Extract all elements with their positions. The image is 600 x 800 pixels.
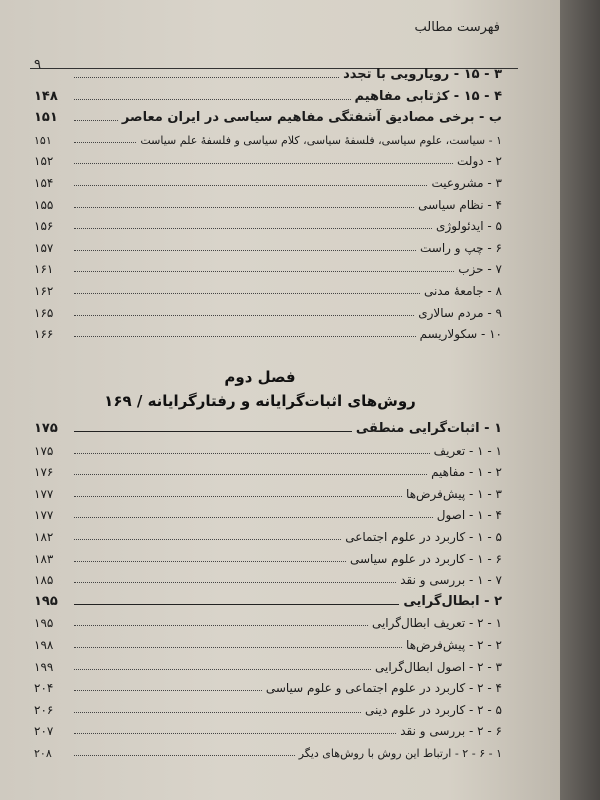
toc-entry-page: ۲۰۷ — [34, 724, 54, 739]
toc-entry-label: ۲ - ۱ - مفاهیم — [431, 465, 502, 480]
toc-entry — [34, 697, 502, 717]
toc-entry-page: ۱۷۶ — [34, 465, 54, 480]
toc-leader-dots — [74, 690, 262, 691]
toc-entry — [34, 654, 502, 674]
toc-entry-page: ۱۵۴ — [34, 176, 54, 190]
toc-entry-label: ۷ - ۱ - بررسی و نقد — [400, 573, 502, 588]
toc-entry — [34, 321, 502, 341]
toc-entry — [34, 127, 502, 147]
toc-entry — [34, 256, 502, 276]
toc-entry-page: ۱۵۱ — [34, 133, 52, 147]
toc-entry — [34, 675, 502, 695]
toc-leader-dots — [74, 250, 416, 251]
toc-entry-label: ۳ - ۲ - اصول ابطال‌گرایی — [375, 659, 502, 674]
toc-entry — [34, 62, 502, 82]
toc-entry — [34, 170, 502, 190]
toc-entry-page: ۱۹۹ — [34, 659, 54, 674]
toc-entry-page: ۲۰۶ — [34, 702, 54, 717]
toc-leader-dots — [74, 582, 396, 583]
toc-leader-dots — [74, 142, 136, 143]
toc-leader-dots — [74, 669, 371, 670]
toc-entry-label: ۴ - ۲ - کاربرد در علوم اجتماعی و علوم سیاسی — [265, 681, 502, 696]
toc-leader-dots — [74, 207, 414, 208]
chapter-title: روش‌های اثبات‌گرایانه و رفتارگرایانه / ۱۶۹ — [104, 392, 416, 410]
toc-entry-page: ۱۵۲ — [34, 154, 54, 169]
toc-entry-label: ۶ - چپ و راست — [419, 240, 502, 255]
toc-entry-page: ۱۷۷ — [34, 486, 54, 501]
toc-entry-label: ۲ - دولت — [457, 154, 502, 169]
toc-leader-dots — [74, 625, 368, 626]
toc-leader-dots — [74, 496, 402, 497]
toc-leader-dots — [74, 755, 295, 756]
toc-entry-label: ۱ - اثبات‌گرایی منطقی — [355, 421, 502, 436]
toc-entry-page: ۱۹۸ — [34, 638, 54, 652]
toc-entry-page: ۱۶۵ — [34, 305, 54, 320]
toc-entry-page: ۱۵۷ — [34, 240, 54, 255]
toc-entry-label: ۴ - نظام سیاسی — [418, 197, 502, 212]
toc-entry-page: ۱۷۵ — [34, 443, 54, 458]
toc-entry-label: ۱۰ - سکولاریسم — [419, 327, 502, 342]
toc-leader-dots — [74, 185, 427, 186]
page-number: ۹ — [34, 57, 41, 72]
toc-entry — [34, 740, 502, 760]
toc-entry — [34, 546, 502, 566]
toc-entry-label: ۷ - حزب — [458, 262, 502, 277]
toc-entry — [34, 416, 502, 436]
toc-entry — [34, 235, 502, 255]
toc-entry — [34, 192, 502, 212]
toc-entry-label: ۳ - مشروعیت — [431, 176, 502, 190]
toc-entry — [34, 718, 502, 738]
toc-entry-label: ۵ - ۲ - کاربرد در علوم دینی — [365, 702, 502, 717]
toc-leader-dots — [74, 228, 432, 229]
toc-leader-dots — [74, 163, 453, 164]
toc-entry — [34, 567, 502, 587]
toc-leader-dots — [74, 99, 351, 100]
toc-leader-dots — [74, 453, 430, 454]
toc-entry — [34, 481, 502, 501]
toc-entry-page: ۱۵۵ — [34, 197, 54, 212]
toc-entry-label: ۱ - ۶ - ۲ - ارتباط این روش با روش‌های دیگر — [298, 747, 502, 760]
running-title: فهرست مطالب — [414, 20, 500, 35]
toc-entry-page: ۱۵۶ — [34, 219, 54, 234]
toc-entry — [34, 278, 502, 298]
toc-entry-label: ۳ - ۱۵ - رویارویی با تجدد — [343, 67, 502, 82]
toc-entry — [34, 438, 502, 458]
toc-entry — [34, 148, 502, 168]
toc-entry-page: ۱۶۱ — [34, 262, 54, 277]
toc-entry — [34, 589, 502, 609]
toc-entry-label: ۱ - سیاست، علوم سیاسی، فلسفهٔ سیاسی، کلام سیاسی و فلسفهٔ علم سیاست — [140, 133, 502, 147]
toc-entry-label: ۵ - ایدئولوژی — [436, 219, 502, 234]
toc-entry-page: ۲۰۸ — [34, 747, 52, 760]
toc-entry — [34, 610, 502, 630]
toc-entry-label: ۱ - ۱ - تعریف — [433, 443, 502, 458]
toc-entry — [34, 524, 502, 544]
toc-entry-label: ۴ - ۱۵ - کژتابی مفاهیم — [354, 88, 502, 104]
toc-entry-page: ۱۷۷ — [34, 508, 54, 523]
toc-entry-page: ۱۶۶ — [34, 327, 54, 342]
toc-entry-page: ۱۸۳ — [34, 551, 54, 566]
toc-leader-dots — [74, 431, 352, 432]
toc-entry — [34, 459, 502, 479]
toc-entry-page: ۱۷۵ — [34, 421, 58, 436]
toc-entry-page: ۱۶۲ — [34, 284, 54, 298]
toc-entry — [34, 105, 502, 125]
toc-leader-dots — [74, 271, 454, 272]
toc-entry-label: ۶ - ۱ - کاربرد در علوم سیاسی — [349, 551, 502, 566]
toc-leader-dots — [74, 539, 341, 540]
toc-entry-label: ۵ - ۱ - کاربرد در علوم اجتماعی — [345, 530, 502, 544]
toc-entry-label: ۲ - ابطال‌گرایی — [403, 593, 502, 609]
toc-entry-page: ۱۸۲ — [34, 530, 54, 544]
toc-leader-dots — [74, 120, 118, 121]
toc-entry-page: ۱۸۵ — [34, 573, 54, 588]
toc-leader-dots — [74, 561, 346, 562]
toc-entry-label: ۸ - جامعهٔ مدنی — [423, 284, 502, 298]
toc-leader-dots — [74, 647, 402, 648]
toc-entry-label: ۳ - ۱ - پیش‌فرض‌ها — [406, 486, 502, 501]
toc-entry-page: ۱۹۵ — [34, 593, 58, 609]
toc-leader-dots — [74, 733, 396, 734]
toc-entry-page: ۲۰۴ — [34, 681, 54, 696]
toc-entry — [34, 213, 502, 233]
toc-leader-dots — [74, 293, 420, 294]
book-gutter — [560, 0, 600, 800]
toc-entry — [34, 632, 502, 652]
toc-entry — [34, 300, 502, 320]
toc-leader-dots — [74, 604, 399, 605]
toc-entry-label: ۴ - ۱ - اصول — [436, 508, 502, 523]
toc-leader-dots — [74, 517, 433, 518]
toc-leader-dots — [74, 315, 414, 316]
toc-entry-label: ب - برخی مصادیق آشفتگی مفاهیم سیاسی در ایران معاصر — [121, 110, 502, 126]
toc-entry-label: ۲ - ۲ - پیش‌فرض‌ها — [406, 638, 502, 652]
toc-entry-label: ۹ - مردم سالاری — [418, 305, 502, 320]
toc-entry-page: ۱۵۱ — [34, 110, 58, 126]
toc-leader-dots — [74, 336, 416, 337]
toc-entry-page: ۱۴۸ — [34, 88, 58, 104]
toc-entry-page: ۱۹۵ — [34, 616, 54, 631]
toc-leader-dots — [74, 474, 427, 475]
toc-entry-label: ۶ - ۲ - بررسی و نقد — [400, 724, 502, 739]
toc-entry — [34, 84, 502, 104]
chapter-number: فصل دوم — [224, 368, 296, 386]
toc-leader-dots — [74, 77, 339, 78]
toc-entry — [34, 502, 502, 522]
toc-leader-dots — [74, 712, 361, 713]
toc-entry-label: ۱ - ۲ - تعریف ابطال‌گرایی — [371, 616, 502, 631]
